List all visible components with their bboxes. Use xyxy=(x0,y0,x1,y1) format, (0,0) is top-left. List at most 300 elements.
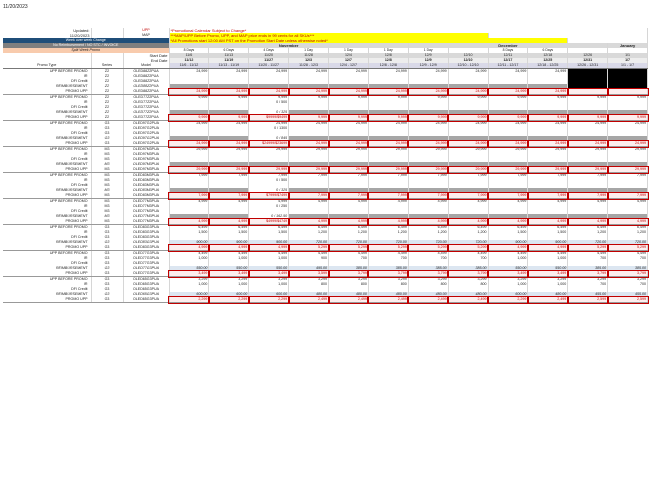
end-date-cell: 1/7 xyxy=(608,58,648,63)
price-cell: 9,999 xyxy=(408,115,448,121)
model-cell: OLED83G3PUA xyxy=(123,230,169,235)
price-cell: 24,999 xyxy=(488,69,528,75)
price-cell: 9,999 xyxy=(169,95,209,101)
price-cell: 9,999 xyxy=(528,115,568,121)
model-cell: OLED97G2PUA xyxy=(123,141,169,147)
price-cell: 0 / 500 xyxy=(249,100,289,105)
model-cell: OLED65G3PUA xyxy=(123,287,169,292)
price-cell: 1,000 xyxy=(488,282,528,287)
price-cell: 3,299 xyxy=(448,277,488,283)
price-cell: 24,999 xyxy=(209,89,249,95)
note-start-time: *All Promotions start 12:00 AM PST on the Promotion Start Date unless otherwise noted* xyxy=(169,38,568,43)
start-date-cell: 12/10 xyxy=(448,53,488,58)
price-cell: 6,499 xyxy=(329,225,369,231)
series-cell: Z2 xyxy=(91,100,123,105)
price-cell: 900.00 xyxy=(249,240,289,245)
price-cell: 24,999 xyxy=(528,69,568,75)
price-cell: 7,999 xyxy=(608,173,648,179)
price-cell: 29,999 xyxy=(568,147,608,153)
model-cell: OLED77G3PUA xyxy=(123,271,169,277)
model-cell: OLED77Z2PUA xyxy=(123,105,169,110)
price-cell: 4,999 xyxy=(289,199,329,205)
promo-type-cell: REIMBURSEMENT xyxy=(3,214,91,219)
model-cell: OLED97G2PUA xyxy=(123,121,169,127)
price-cell: 7,999 xyxy=(289,193,329,199)
promo-type-cell: DFI Credit xyxy=(3,209,91,214)
start-date-cell: 11/28 xyxy=(289,53,329,58)
price-cell: 24,999 xyxy=(488,121,528,127)
price-cell: 3,799 xyxy=(329,271,369,277)
start-date-cell: 12/11 xyxy=(488,53,528,58)
price-cell: 9,999 xyxy=(209,115,249,121)
price-cell: 24,999 xyxy=(608,121,648,127)
price-cell: 1,200 xyxy=(329,230,369,235)
promo-type-cell: IR xyxy=(3,256,91,261)
price-cell: 800 xyxy=(329,282,369,287)
price-cell: 5,299 xyxy=(329,245,369,251)
series-cell: Z2 xyxy=(91,95,123,101)
series-cell: Z2 xyxy=(91,105,123,110)
model-cell: OLED77G3PUA xyxy=(123,251,169,257)
price-cell: 2,499 xyxy=(289,297,329,303)
price-cell: 24,999 xyxy=(568,141,608,147)
price-cell: 29,999 xyxy=(488,147,528,153)
promo-type-cell: UPP BEFORE PROMO xyxy=(3,173,91,179)
day-count: 4 Days xyxy=(249,48,289,53)
price-cell: 9,999 xyxy=(289,115,329,121)
price-cell: 24,999 xyxy=(608,141,648,147)
promo-type-cell: DFI Credit xyxy=(3,157,91,162)
series-cell: G3 xyxy=(91,141,123,147)
price-cell: 2,499 xyxy=(329,297,369,303)
price-cell: 2,299 xyxy=(249,297,289,303)
price-cell: 29,999 xyxy=(528,167,568,173)
model-cell: OLED65G3PUA xyxy=(123,297,169,303)
series-cell: M3 xyxy=(91,219,123,225)
model-cell: OLED97G2PUA xyxy=(123,131,169,136)
price-cell: 24,999 xyxy=(408,121,448,127)
promo-type-cell: UPP BEFORE PROMO xyxy=(3,225,91,231)
price-cell: 3,499 xyxy=(488,271,528,277)
price-cell: 6,499 xyxy=(169,225,209,231)
month-december: December xyxy=(408,43,607,48)
updated-date: 11/20/2023 xyxy=(3,33,91,38)
model-cell: OLED88Z2PUA xyxy=(123,69,169,75)
day-count: 1 Day xyxy=(329,48,369,53)
price-cell: 0 / 162.50 xyxy=(249,214,289,219)
price-cell: 3,499 xyxy=(209,271,249,277)
price-cell: 7,999 xyxy=(528,173,568,179)
promo-type-cell: IR xyxy=(3,126,91,131)
start-date-cell: 11/20 xyxy=(249,53,289,58)
price-cell: 4,999 xyxy=(488,245,528,251)
price-cell: 24,999 xyxy=(249,89,289,95)
price-cell: 29,999 xyxy=(289,147,329,153)
price-cell: 0 / 500 xyxy=(249,178,289,183)
promo-type-cell: REIMBURSEMENT xyxy=(3,292,91,297)
day-count: 1 Day xyxy=(368,48,408,53)
price-cell: 29,999 xyxy=(329,167,369,173)
updated-label: Updated: xyxy=(3,28,91,33)
col-week: 11/28 - 12/3 xyxy=(289,63,329,69)
price-cell: 720.00 xyxy=(448,240,488,245)
price-cell: 900.00 xyxy=(488,240,528,245)
model-cell: OLED77Z2PUA xyxy=(123,95,169,101)
price-cell: 5,299 xyxy=(608,245,648,251)
model-cell: OLED83M3PUA xyxy=(123,173,169,179)
day-count: 8 Days xyxy=(488,48,528,53)
price-cell: 1,000 xyxy=(209,256,249,261)
price-cell: 24,999 xyxy=(528,89,568,95)
note-price-ending: ***MAP/UPP Before Promo, UPP, and MAP price ends in 99 cents for all SKUs*** xyxy=(169,33,488,38)
promo-type-cell: DFI Credit xyxy=(3,131,91,136)
price-cell: 4,999 xyxy=(408,219,448,225)
price-cell: 1,500 xyxy=(169,230,209,235)
price-cell: 800 xyxy=(289,282,329,287)
price-cell: 4,999 xyxy=(488,199,528,205)
series-cell: M3 xyxy=(91,178,123,183)
price-cell: 455.00 xyxy=(568,292,608,297)
price-cell: 1,000 xyxy=(528,256,568,261)
price-cell: 29,999 xyxy=(249,167,289,173)
price-cell: 3,799 xyxy=(408,271,448,277)
price-cell: 3,299 xyxy=(368,277,408,283)
day-count: 8 Days xyxy=(169,48,209,53)
price-cell: 6,499 xyxy=(209,225,249,231)
price-cell: 4,499 xyxy=(329,251,369,257)
price-cell: 5,299 xyxy=(408,245,448,251)
price-cell: 7,999 xyxy=(289,173,329,179)
price-cell: 0 / 1300 xyxy=(249,126,289,131)
price-cell: 9,999 xyxy=(488,95,528,101)
series-cell: M3 xyxy=(91,173,123,179)
day-count: 1 Day xyxy=(408,48,448,53)
price-cell: 4,499 xyxy=(448,251,488,257)
end-date-cell: 11/12 xyxy=(169,58,209,63)
series-cell: G3 xyxy=(91,266,123,271)
start-date-cell: 12/9 xyxy=(408,53,448,58)
price-cell: 3,299 xyxy=(408,277,448,283)
price-cell: 9,999 xyxy=(209,95,249,101)
price-cell: 29,999 xyxy=(408,167,448,173)
price-cell: 495.00 xyxy=(289,266,329,271)
price-cell: 3,799 xyxy=(368,271,408,277)
price-cell: 6,499 xyxy=(448,225,488,231)
price-cell: 4,999 xyxy=(209,199,249,205)
promo-type-cell: UPP BEFORE PROMO xyxy=(3,121,91,127)
model-cell: OLED97M3PUA xyxy=(123,162,169,167)
end-date-cell: 12/10 xyxy=(448,58,488,63)
series-cell: G3 xyxy=(91,245,123,251)
price-cell: 29,999 xyxy=(368,147,408,153)
price-cell: 24,999 xyxy=(568,121,608,127)
end-date-cell: 12/8 xyxy=(368,58,408,63)
price-cell: 9,999 xyxy=(568,95,608,101)
model-cell: OLED97M3PUA xyxy=(123,157,169,162)
price-cell: 550.00 xyxy=(209,266,249,271)
price-cell: 1,000 xyxy=(209,282,249,287)
price-cell: 9,999 xyxy=(608,95,648,101)
price-cell: 4,999 xyxy=(329,199,369,205)
price-cell: 4,499 xyxy=(608,251,648,257)
series-cell: M3 xyxy=(91,157,123,162)
price-cell: 720.00 xyxy=(568,240,608,245)
price-cell: $9999/$9499 xyxy=(249,115,289,121)
model-cell: OLED83G3PUA xyxy=(123,240,169,245)
model-cell: OLED77M3PUA xyxy=(123,219,169,225)
price-cell: 1,000 xyxy=(249,256,289,261)
price-cell: 800 xyxy=(448,282,488,287)
price-cell: 720.00 xyxy=(608,240,648,245)
price-cell: 9,999 xyxy=(608,115,648,121)
series-cell: G3 xyxy=(91,230,123,235)
series-cell: G3 xyxy=(91,240,123,245)
price-cell: 7,999 xyxy=(209,193,249,199)
price-cell: 4,999 xyxy=(448,219,488,225)
price-cell: 24,999 xyxy=(448,89,488,95)
price-cell: 800 xyxy=(368,282,408,287)
price-cell: $4999/$4749 xyxy=(249,219,289,225)
model-cell: OLED65G3PUA xyxy=(123,277,169,283)
promo-type-cell: REIMBURSEMENT xyxy=(3,240,91,245)
price-cell: 4,999 xyxy=(249,199,289,205)
start-date-cell: 1/1 xyxy=(608,53,648,58)
promo-type-cell: UPP BEFORE PROMO xyxy=(3,277,91,283)
price-cell: 2,599 xyxy=(608,297,648,303)
price-cell: 24,999 xyxy=(249,69,289,75)
price-cell: 900.00 xyxy=(169,240,209,245)
price-cell: 5,299 xyxy=(368,245,408,251)
promo-type-cell: UPP BEFORE PROMO xyxy=(3,147,91,153)
price-cell: 6,499 xyxy=(289,225,329,231)
price-cell: 2,499 xyxy=(368,297,408,303)
promo-calendar-table xyxy=(3,28,648,303)
price-cell: $24999/$23699 xyxy=(249,141,289,147)
price-cell: 7,999 xyxy=(368,173,408,179)
price-cell: 29,999 xyxy=(528,147,568,153)
col-week: 12/18 - 12/25 xyxy=(528,63,568,69)
promo-type-cell: PROMO UPP xyxy=(3,115,91,121)
promo-type-cell: UPP BEFORE PROMO xyxy=(3,69,91,75)
price-cell: 4,999 xyxy=(448,199,488,205)
model-cell: OLED83G3PUA xyxy=(123,235,169,240)
series-cell: M3 xyxy=(91,193,123,199)
price-cell: 29,999 xyxy=(289,167,329,173)
price-cell: 29,999 xyxy=(368,167,408,173)
price-cell: 24,999 xyxy=(169,121,209,127)
price-cell: 4,999 xyxy=(289,219,329,225)
price-cell: 480.00 xyxy=(329,292,369,297)
model-cell: OLED88Z2PUA xyxy=(123,79,169,84)
price-cell: 24,999 xyxy=(488,141,528,147)
price-cell: 29,999 xyxy=(608,147,648,153)
promo-type-cell: REIMBURSEMENT xyxy=(3,266,91,271)
table-row xyxy=(3,297,648,303)
price-cell: 24,999 xyxy=(368,69,408,75)
model-cell: OLED77M3PUA xyxy=(123,204,169,209)
promo-type-cell: DFI Credit xyxy=(3,235,91,240)
price-cell: 24,999 xyxy=(209,69,249,75)
model-cell: OLED77G3PUA xyxy=(123,266,169,271)
promo-type-cell: DFI Credit xyxy=(3,287,91,292)
price-cell: 385.00 xyxy=(568,266,608,271)
col-week: 12/10 - 12/10 xyxy=(448,63,488,69)
price-cell: 29,999 xyxy=(488,167,528,173)
price-cell: 3,299 xyxy=(209,277,249,283)
price-cell: 24,999 xyxy=(368,89,408,95)
price-cell: 7,999 xyxy=(488,193,528,199)
price-cell: 3,799 xyxy=(608,271,648,277)
end-date-cell: 11/19 xyxy=(209,58,249,63)
price-cell: 24,999 xyxy=(488,89,528,95)
promo-type-cell: IR xyxy=(3,178,91,183)
price-cell: 3,299 xyxy=(249,277,289,283)
price-cell: 24,999 xyxy=(408,141,448,147)
price-cell: 29,999 xyxy=(608,167,648,173)
series-cell: Z2 xyxy=(91,74,123,79)
series-cell: M3 xyxy=(91,167,123,173)
price-cell: 24,999 xyxy=(408,89,448,95)
promo-type-cell: PROMO UPP xyxy=(3,245,91,251)
promo-type-cell: PROMO UPP xyxy=(3,141,91,147)
upp-legend: UPP xyxy=(123,28,169,33)
price-cell: 3,599 xyxy=(289,271,329,277)
promo-type-cell: IR xyxy=(3,152,91,157)
model-cell: OLED65G3PUA xyxy=(123,282,169,287)
price-cell: 600.00 xyxy=(249,292,289,297)
price-cell: 385.00 xyxy=(448,266,488,271)
series-cell: G3 xyxy=(91,251,123,257)
price-cell: 4,999 xyxy=(329,219,369,225)
price-cell: 29,999 xyxy=(169,147,209,153)
promo-type-cell: DFI Credit xyxy=(3,261,91,266)
price-cell: 4,999 xyxy=(528,245,568,251)
end-date-cell: 11/27 xyxy=(249,58,289,63)
model-cell: OLED65G3PUA xyxy=(123,292,169,297)
series-cell: G3 xyxy=(91,225,123,231)
price-cell: 1,200 xyxy=(408,230,448,235)
col-week: 11/6 - 11/12 xyxy=(169,63,209,69)
price-cell: 4,999 xyxy=(608,199,648,205)
model-cell: OLED83G3PUA xyxy=(123,225,169,231)
price-cell: 3,499 xyxy=(249,271,289,277)
price-cell: 480.00 xyxy=(289,292,329,297)
end-date-label: End Date xyxy=(123,58,169,63)
promo-type-cell: IR xyxy=(3,100,91,105)
price-cell: 7,999 xyxy=(408,193,448,199)
start-date-cell: 12/26 xyxy=(568,53,608,58)
series-cell: G3 xyxy=(91,121,123,127)
price-cell: 3,299 xyxy=(329,277,369,283)
price-cell: 4,999 xyxy=(568,219,608,225)
promo-type-cell: PROMO UPP xyxy=(3,271,91,277)
price-cell: 24,999 xyxy=(329,69,369,75)
price-cell: 5,299 xyxy=(568,245,608,251)
promo-type-cell: PROMO UPP xyxy=(3,219,91,225)
month-november: November xyxy=(169,43,408,48)
promo-type-cell: IR xyxy=(3,204,91,209)
price-cell: 9,999 xyxy=(368,95,408,101)
price-cell: 0 / 845 xyxy=(249,136,289,141)
price-cell: 24,999 xyxy=(368,121,408,127)
promo-type-cell: DFI Credit xyxy=(3,79,91,84)
price-cell: 700 xyxy=(408,256,448,261)
price-cell: 24,999 xyxy=(169,89,209,95)
series-cell: M3 xyxy=(91,183,123,188)
price-cell: 7,999 xyxy=(568,193,608,199)
price-cell: 4,999 xyxy=(169,219,209,225)
price-cell: 7,999 xyxy=(608,193,648,199)
end-date-cell: 12/25 xyxy=(528,58,568,63)
day-count: 1 Day xyxy=(289,48,329,53)
month-january: January xyxy=(608,43,648,48)
price-cell: 24,999 xyxy=(368,141,408,147)
price-cell: 385.00 xyxy=(368,266,408,271)
price-cell: 2,299 xyxy=(169,297,209,303)
price-cell: 4,499 xyxy=(249,251,289,257)
price-cell: 1,200 xyxy=(289,230,329,235)
price-cell: 24,999 xyxy=(448,121,488,127)
price-cell: 9,999 xyxy=(448,95,488,101)
price-cell: 6,499 xyxy=(488,225,528,231)
series-cell: G3 xyxy=(91,256,123,261)
promo-type-cell: REIMBURSEMENT xyxy=(3,110,91,115)
price-cell: 4,999 xyxy=(528,199,568,205)
price-cell: 550.00 xyxy=(528,266,568,271)
map-legend: MAP xyxy=(123,33,169,38)
price-cell: 29,999 xyxy=(448,147,488,153)
price-cell: 3,299 xyxy=(169,277,209,283)
price-cell: 455.00 xyxy=(608,292,648,297)
price-cell: 4,999 xyxy=(488,219,528,225)
price-cell: 7,999 xyxy=(568,173,608,179)
price-cell: 24,999 xyxy=(408,69,448,75)
model-cell: OLED77M3PUA xyxy=(123,214,169,219)
price-cell: 24,999 xyxy=(169,69,209,75)
price-cell: 1,000 xyxy=(169,282,209,287)
promo-type-cell: REIMBURSEMENT xyxy=(3,162,91,167)
series-cell: Z2 xyxy=(91,79,123,84)
price-cell: 2,499 xyxy=(408,297,448,303)
model-cell: OLED83M3PUA xyxy=(123,188,169,193)
price-cell: 9,999 xyxy=(488,115,528,121)
price-cell: 24,999 xyxy=(289,69,329,75)
promo-type-cell: DFI Credit xyxy=(3,105,91,110)
promo-type-cell: PROMO UPP xyxy=(3,89,91,95)
price-cell: 550.00 xyxy=(488,266,528,271)
price-cell: 4,999 xyxy=(169,245,209,251)
price-cell: 7,999 xyxy=(329,193,369,199)
col-week: 12/4 - 12/7 xyxy=(329,63,369,69)
series-cell: G3 xyxy=(91,271,123,277)
price-cell: 4,999 xyxy=(249,245,289,251)
series-cell: G3 xyxy=(91,136,123,141)
price-cell: 5,299 xyxy=(448,245,488,251)
price-cell: 3,299 xyxy=(528,277,568,283)
price-cell: 3,299 xyxy=(488,277,528,283)
end-date-cell: 12/9 xyxy=(408,58,448,63)
series-cell: M3 xyxy=(91,209,123,214)
price-cell: 9,999 xyxy=(368,115,408,121)
price-cell: 0 / 325 xyxy=(249,188,289,193)
price-cell: 2,299 xyxy=(488,297,528,303)
price-cell: 24,999 xyxy=(448,141,488,147)
price-cell: 29,999 xyxy=(169,167,209,173)
price-cell: 4,499 xyxy=(209,251,249,257)
series-cell: Z2 xyxy=(91,84,123,89)
col-week: 11/13 - 11/19 xyxy=(209,63,249,69)
price-cell: 1,200 xyxy=(568,230,608,235)
